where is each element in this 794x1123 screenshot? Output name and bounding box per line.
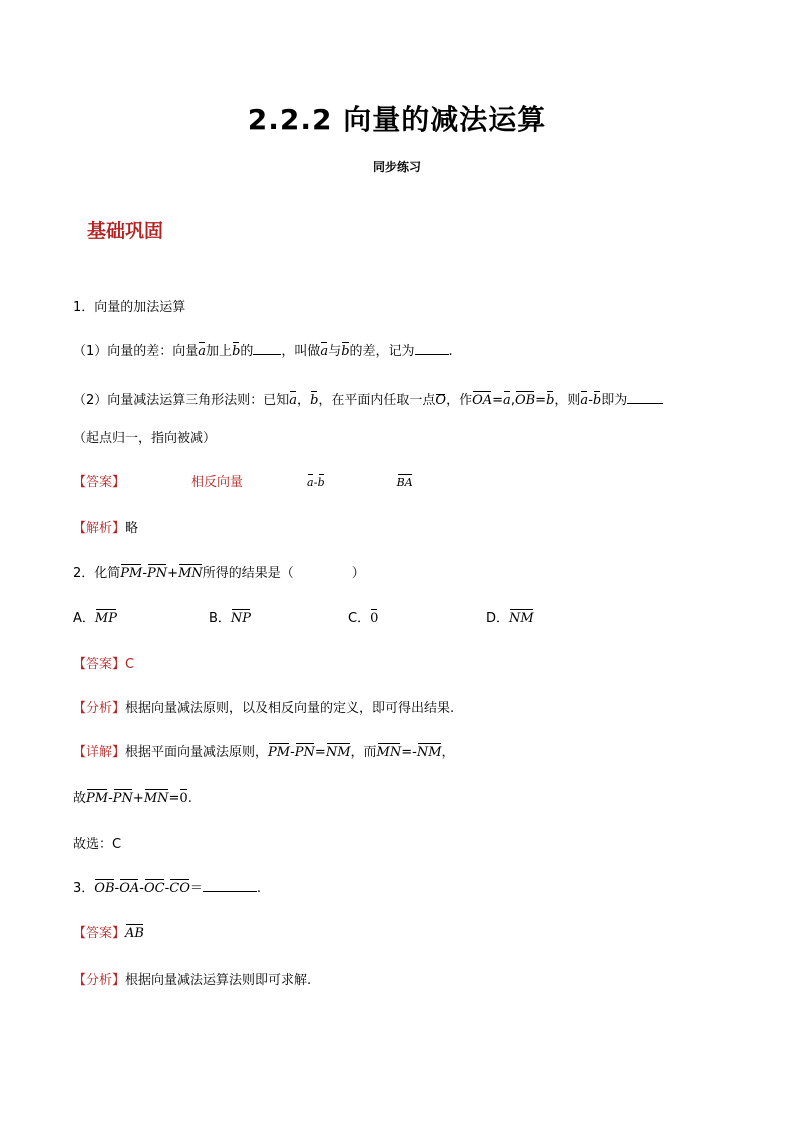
fill-blank (627, 403, 663, 404)
q2-option-d: D．NM (486, 607, 534, 626)
section-heading: 基础巩固 (87, 220, 164, 242)
vector-mn: MN (178, 563, 203, 581)
fill-blank (415, 354, 449, 355)
vector-a: a (289, 390, 297, 408)
page-title: 2.2.2 向量的减法运算 (247, 103, 547, 136)
q2-option-a: A．MP (73, 607, 117, 626)
q2-detail: 【详解】根据平面向量减法原则，PM-PN=NM，而MN=-NM， (73, 741, 455, 760)
vector-b: b (593, 390, 601, 408)
q2-answer: 【答案】C (73, 657, 135, 672)
vector-pm: PM (120, 563, 142, 581)
vector-a: a (580, 390, 588, 408)
vector-a: a (503, 390, 511, 408)
vector-ob: OB (515, 390, 535, 408)
q1-part1: （1）向量的差：向量a加上b的 ，叫做a与b的差，记为 . (73, 340, 453, 359)
q2-analysis: 【分析】根据向量减法原则，以及相反向量的定义，即可得出结果. (73, 701, 455, 716)
answer-1: 相反向量 (191, 475, 244, 490)
q3-heading: 3．OB-OA-OC-CO＝ . (73, 877, 261, 896)
q1-answer (73, 471, 413, 490)
q2-selection: 故选：C (73, 837, 122, 852)
fill-blank (253, 354, 281, 355)
answer-2: a-b (307, 476, 325, 489)
answer-3: BA (397, 473, 413, 489)
page-subtitle: 同步练习 (372, 160, 421, 174)
q1-explanation: 【解析】略 (73, 521, 139, 536)
vector-b: b (310, 390, 318, 408)
vector-oa: OA (472, 390, 492, 408)
point-o: O (435, 393, 447, 408)
vector-a: a (320, 341, 328, 359)
vector-b: b (232, 341, 240, 359)
q2-conclusion: 故PM-PN+MN=0. (73, 787, 192, 806)
q3-analysis: 【分析】根据向量减法运算法则即可求解. (73, 973, 312, 988)
answer-tag: 【答案】 (73, 475, 126, 490)
q1-part2: （2）向量减法运算三角形法则：已知a，b，在平面内任取一点O，作OA=a,OB=b，则a-b即为 (73, 389, 663, 408)
vector-b: b (546, 390, 554, 408)
vector-b: b (341, 341, 349, 359)
q1-heading: 1．向量的加法运算 (73, 300, 186, 315)
q2-option-c: C．0 (348, 607, 378, 626)
vector-pn: PN (147, 563, 167, 581)
fill-blank (203, 891, 257, 892)
q3-answer: 【答案】AB (73, 922, 144, 941)
q2-heading: 2．化简PM-PN+MN所得的结果是（ ） (73, 562, 365, 581)
q2-option-b: B．NP (209, 607, 251, 626)
vector-a: a (198, 341, 206, 359)
q1-part3: （起点归一，指向被减） (73, 431, 217, 446)
